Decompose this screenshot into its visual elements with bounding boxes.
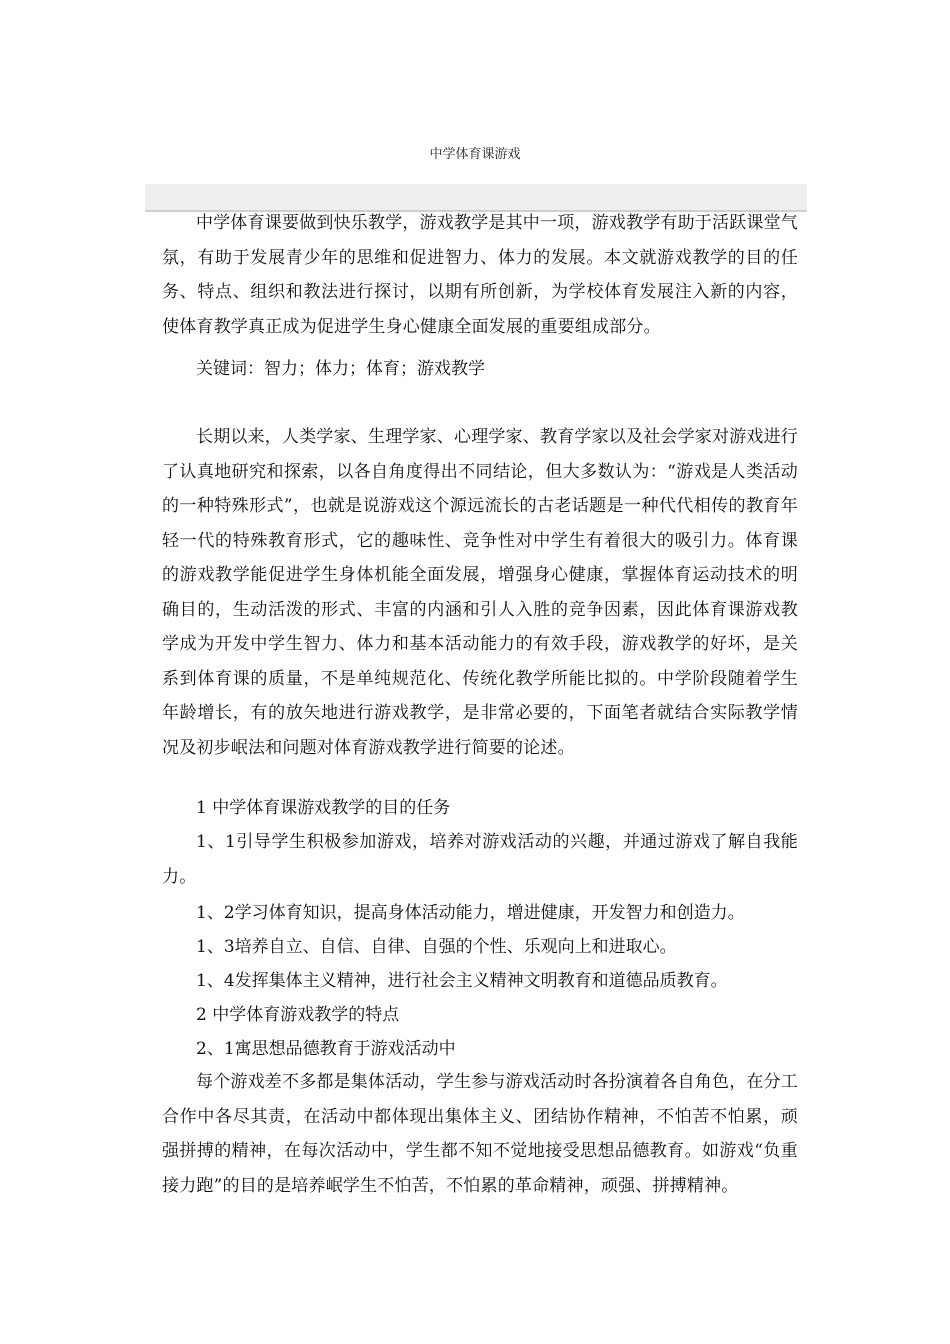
item-1-1: 1、1引导学生积极参加游戏，培养对游戏活动的兴趣，并通过游戏了解自我能力。 bbox=[162, 832, 798, 887]
item-2-1: 2、1寓思想品德教育于游戏活动中 bbox=[196, 1039, 456, 1059]
intro-paragraph: 长期以来，人类学家、生理学家、心理学家、教育学家以及社会学家对游戏进行了认真地研究和探索，以各自角度得出不同结论，但大多数认为：“游戏是人类活动的一种特殊形式”，也就是说游戏这个源远流长的古老话题是一种代代相传的教育年轻一代的特殊教育形式，它的趣味性、竞争性对中学生有着很大的吸引力。体育课的游戏教学能促进学生身体机能全面发展，增强身心健康，掌握体育运动技术的明确目的，生动活泼的形式、丰富的内涵和引人入胜的竞争因素，因此体育课游戏教学成为开发中学生智力、体力和基本活动能力的有效手段，游戏教学的好坏，是关系到体育课的质量，不是单纯规范化、传统化教学所能比拟的。中学阶段随着学生年龄增长，有的放矢地进行游戏教学，是非常必要的，下面笔者就结合实际教学情况及初步岷法和问题对体育游戏教学进行简要的论述。 bbox=[162, 427, 798, 758]
item-1-3: 1、3培养自立、自信、自律、自强的个性、乐观向上和进取心。 bbox=[196, 937, 677, 957]
abstract-paragraph: 中学体育课要做到快乐教学，游戏教学是其中一项，游戏教学有助于活跃课堂气氛，有助于发展青少年的思维和促进智力、体力的发展。本文就游戏教学的目的任务、特点、组织和教法进行探讨，以期有所创新，为学校体育发展注入新的内容，使体育教学真正成为促进学生身心健康全面发展的重要组成部分。 bbox=[162, 213, 798, 337]
item-1-4: 1、4发挥集体主义精神，进行社会主义精神文明教育和道德品质教育。 bbox=[196, 971, 728, 991]
keywords-line: 关键词：智力；体力；体育；游戏教学 bbox=[196, 359, 485, 379]
section-1-heading: 1 中学体育课游戏教学的目的任务 bbox=[196, 798, 451, 818]
section-2-heading: 2 中学体育游戏教学的特点 bbox=[196, 1005, 400, 1025]
document-title: 中学体育课游戏 bbox=[429, 147, 521, 162]
paragraph-2-1: 每个游戏差不多都是集体活动，学生参与游戏活动时各扮演着各自角色，在分工合作中各尽其责，在活动中都体现出集体主义、团结协作精神，不怕苦不怕累，顽强拼搏的精神，在每次活动中，学生都不知不觉地接受思想品德教育。如游戏“负重接力跑”的目的是培养岷学生不怕苦，不怕累的革命精神，顽强、拼搏精神。 bbox=[162, 1072, 798, 1196]
item-1-2: 1、2学习体育知识，提高身体活动能力，增进健康，开发智力和创造力。 bbox=[196, 903, 745, 923]
